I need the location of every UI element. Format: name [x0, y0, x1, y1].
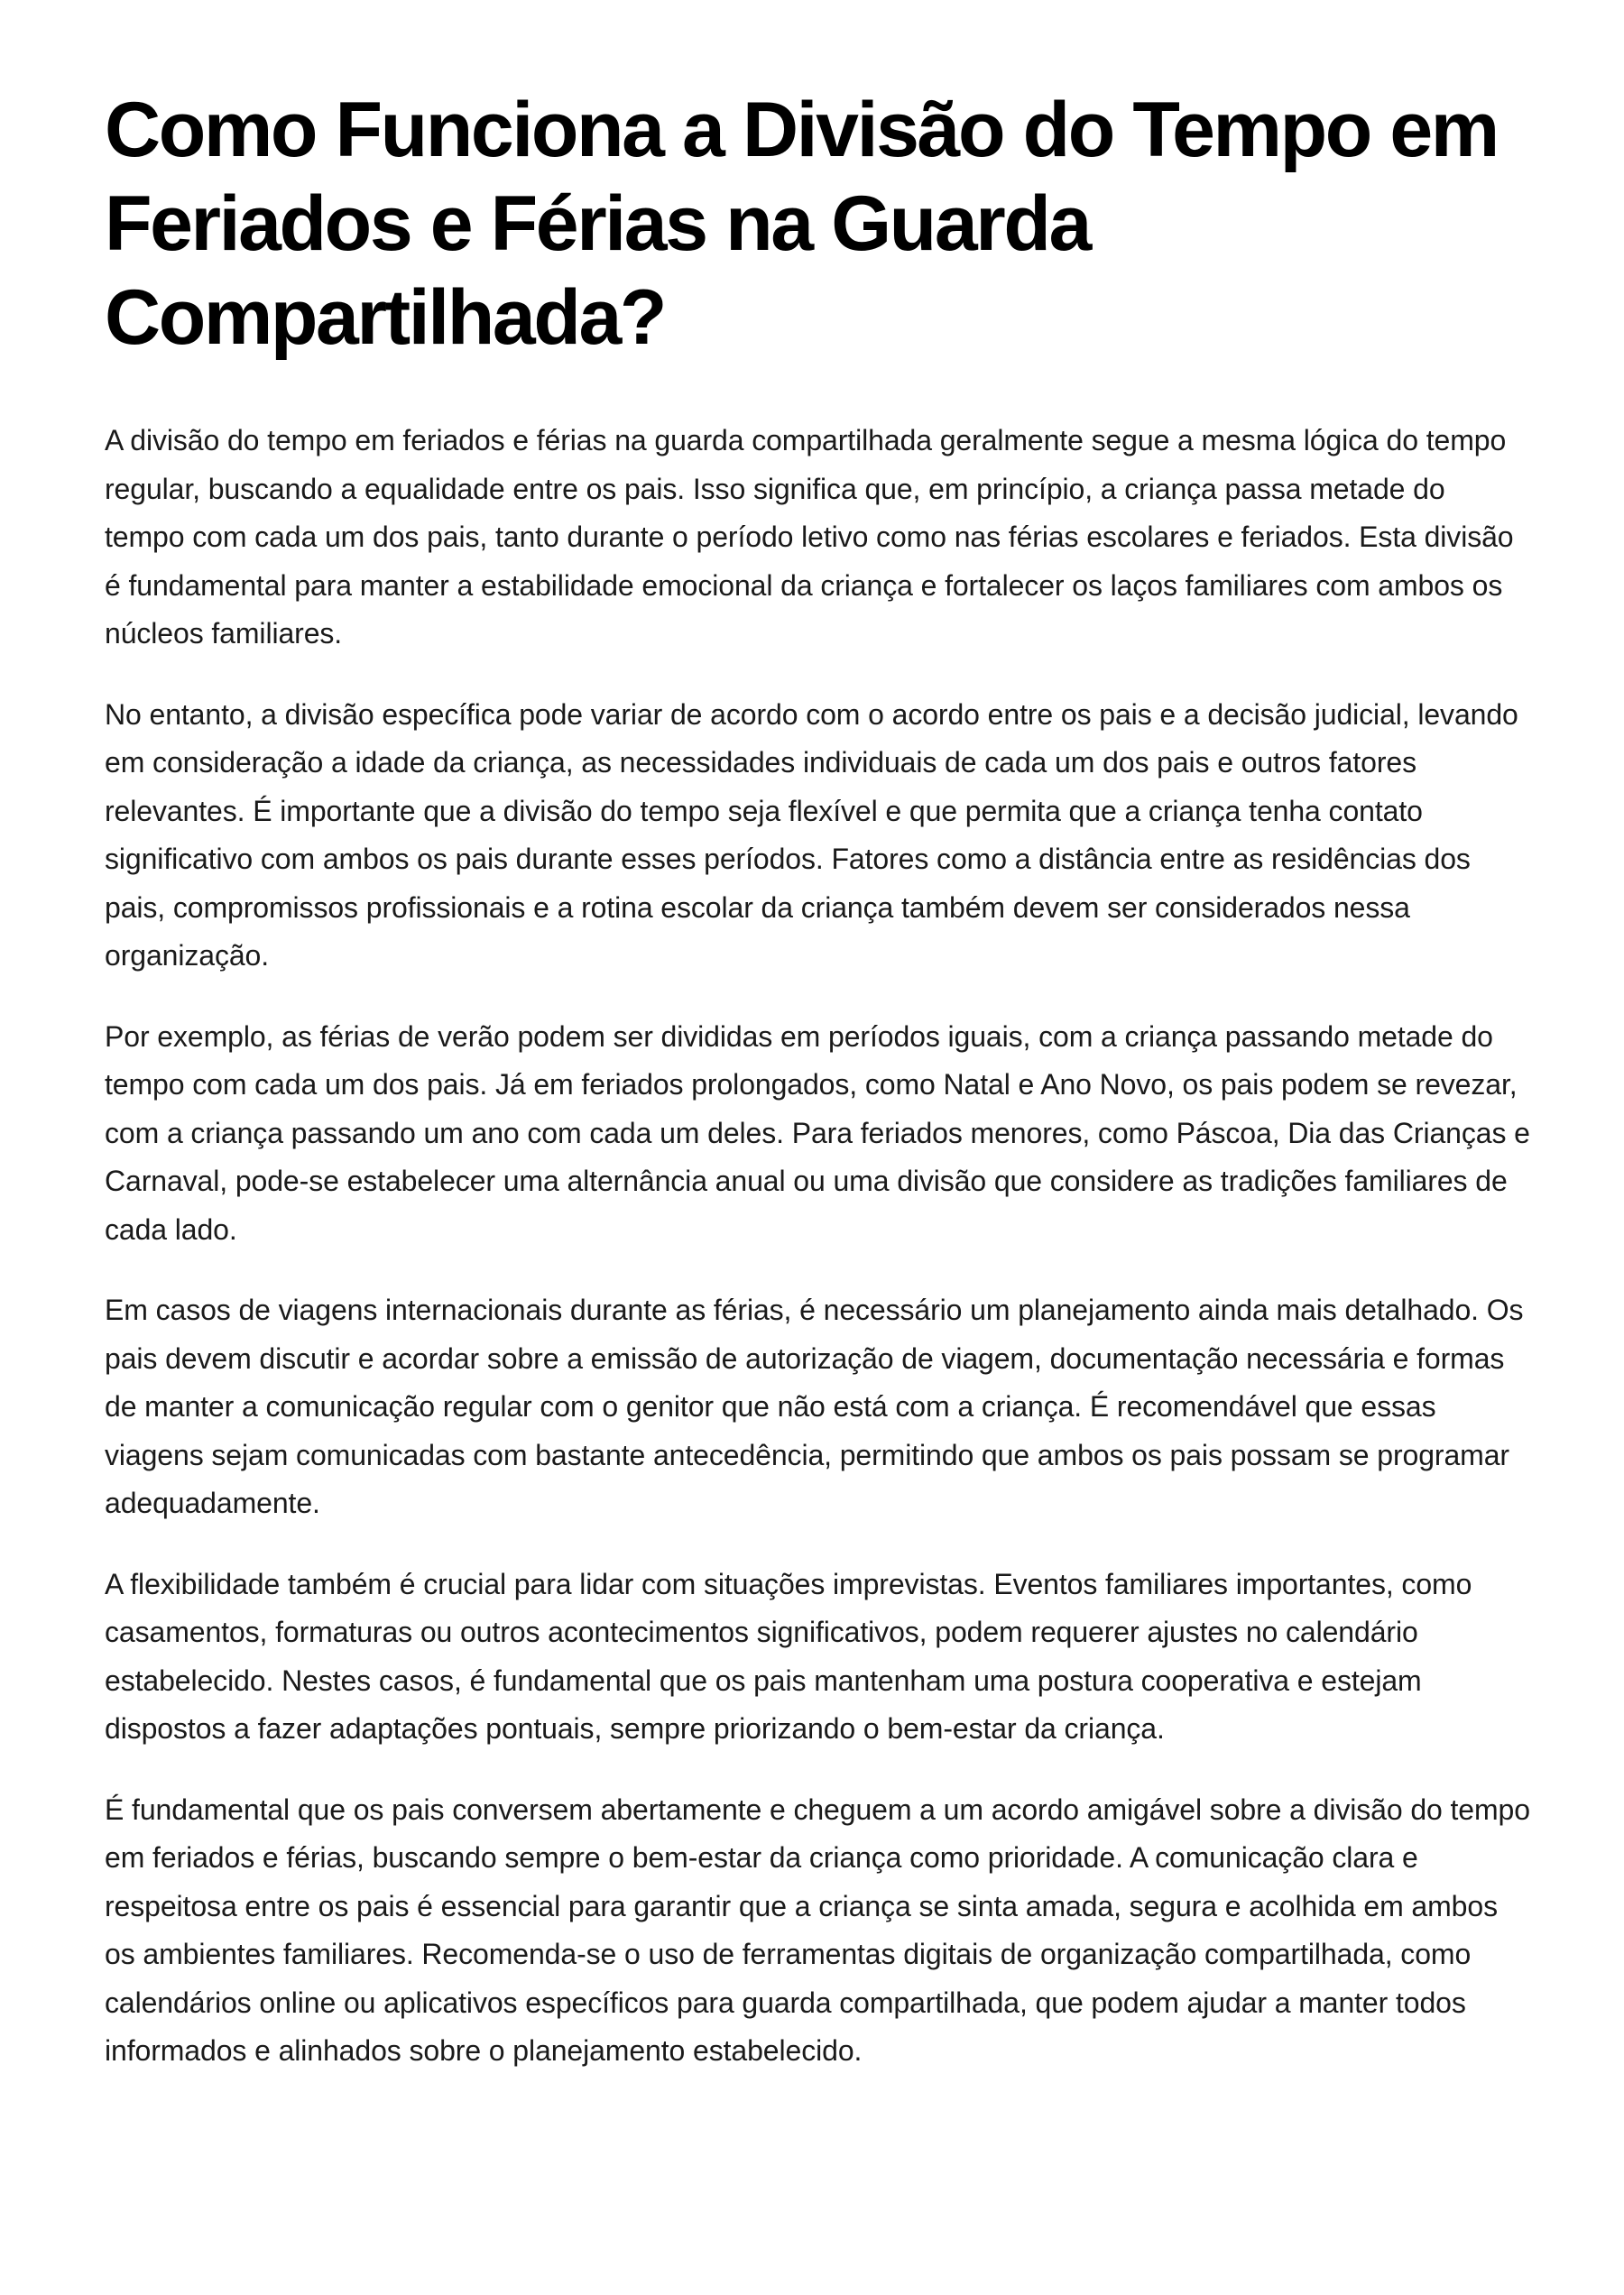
paragraph: Por exemplo, as férias de verão podem ser divididas em períodos iguais, com a criança passando metade do tempo com cada um dos pais. Já em feriados prolongados, como Natal e Ano Novo, os pais podem se revezar, com a criança passando um ano com cada um deles. Para feriados menores, como Páscoa, Dia das Crianças e Carnaval, pode-se estabelecer uma alternância anual ou uma divisão que considere as tradições familiares de cada lado. — [105, 1019, 1530, 1246]
paragraph: É fundamental que os pais conversem abertamente e cheguem a um acordo amigável sobre a divisão do tempo em feriados e férias, buscando sempre o bem-estar da criança como prioridade. A comunicação clara e respeitosa entre os pais é essencial para garantir que a criança se sinta amada, segura e acolhida em ambos os ambientes familiares. Recomenda-se o uso de ferramentas digitais de organização compartilhada, como calendários online ou aplicativos específicos para guarda compartilhada, que podem ajudar a manter todos informados e alinhados sobre o planejamento estabelecido. — [105, 1793, 1530, 2067]
paragraph: No entanto, a divisão específica pode variar de acordo com o acordo entre os pais e a decisão judicial, levando em consideração a idade da criança, as necessidades individuais de cada um dos pais e outros fatores relevantes. É importante que a divisão do tempo seja flexível e que permita que a criança tenha contato significativo com ambos os pais durante esses períodos. Fatores como a distância entre as residências dos pais, compromissos profissionais e a rotina escolar da criança também devem ser considerados nessa organização. — [105, 697, 1518, 972]
paragraph: A flexibilidade também é crucial para lidar com situações imprevistas. Eventos familiares importantes, como casamentos, formaturas ou outros acontecimentos significativos, podem requerer ajustes no calendário estabelecido. Nestes casos, é fundamental que os pais mantenham uma postura cooperativa e estejam dispostos a fazer adaptações pontuais, sempre priorizando o bem-estar da criança. — [105, 1567, 1472, 1745]
page-title: Como Funciona a Divisão do Tempo em Feriados e Férias na Guarda Compartilhada? — [105, 87, 1498, 361]
document-page — [105, 79, 1530, 2108]
paragraph: A divisão do tempo em feriados e férias na guarda compartilhada geralmente segue a mesma lógica do tempo regular, buscando a equalidade entre os pais. Isso significa que, em princípio, a criança passa metade do tempo com cada um dos pais, tanto durante o período letivo como nas férias escolares e feriados. Esta divisão é fundamental para manter a estabilidade emocional da criança e fortalecer os laços familiares com ambos os núcleos familiares. — [105, 424, 1514, 650]
paragraph: Em casos de viagens internacionais durante as férias, é necessário um planejamento ainda mais detalhado. Os pais devem discutir e acordar sobre a emissão de autorização de viagem, documentação necessária e formas de manter a comunicação regular com o genitor que não está com a criança. É recomendável que essas viagens sejam comunicadas com bastante antecedência, permitindo que ambos os pais possam se programar adequadamente. — [105, 1294, 1524, 1519]
